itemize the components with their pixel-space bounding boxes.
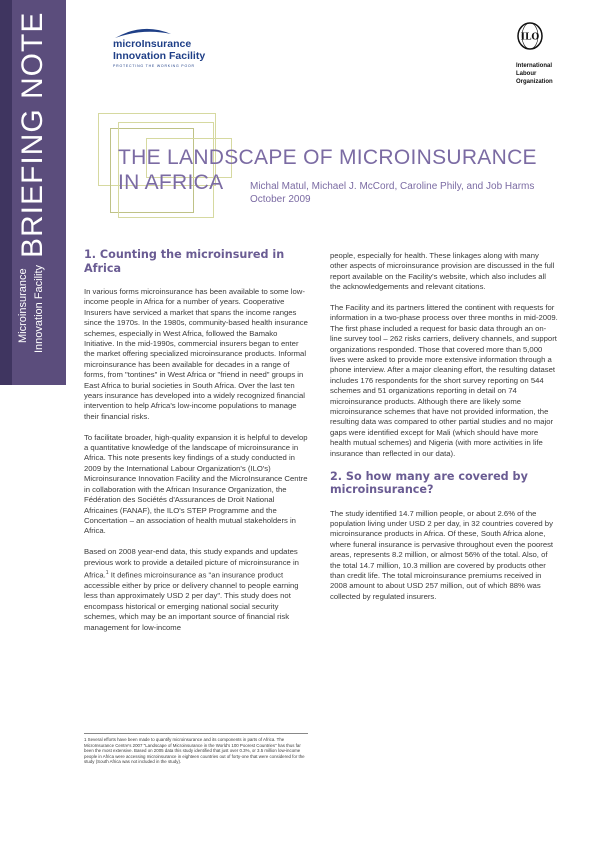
authors: Michal Matul, Michael J. McCord, Caroline Phily, and Job Harms xyxy=(250,181,535,192)
ilo-abbreviation: ILO xyxy=(520,32,540,43)
section2-paragraph: The study identified 14.7 million people, or about 2.6% of the population living under USD 2 per day, in 32 countries covered by microinsurance products in Africa. Of these, South Africa alone, where funeral insurance is pervasive throughout even the poorest areas, represents 8.2 million, or almost 56% of the total. Also, of the total 14.7 million, 10.3 million are covered by products other than credit life. The total microinsurance premiums received in 2008 amount to about USD 257 million, out of which 88% was collected by regulated insurers. xyxy=(330,508,554,601)
sidebar-org-line1: Microinsurance xyxy=(17,268,29,343)
ilo-org-name: International Labour Organization xyxy=(516,63,553,85)
mif-logo-line1: microInsurance xyxy=(113,38,192,50)
mif-logo-tagline: PROTECTING THE WORKING POOR xyxy=(113,64,195,68)
footnote-ref[interactable]: 1 xyxy=(105,569,109,576)
column-left xyxy=(84,248,308,643)
mif-logo-line2: Innovation Facility xyxy=(113,50,206,62)
ilo-logo xyxy=(512,22,572,92)
section1-paragraph: people, especially for health. These linkages along with many other aspects of microinsurance provision are discussed in the full report available on the Facility's website, which also includes all the acknowledgements and relevant citations. xyxy=(330,251,555,292)
column-right xyxy=(330,251,558,613)
section1-heading: 1. Counting the microinsured in Africa xyxy=(84,248,285,275)
sidebar-org-line2: Innovation Facility xyxy=(33,264,45,353)
sidebar-edge xyxy=(0,0,12,385)
section1-paragraph: The Facility and its partners littered the continent with requests for information in a two-phase process over three months in mid-2009. The first phase included a request for basic data through an on-line survey tool – 262 risks carriers, delivery channels, and support organizations responded. Those that covered more than 5,000 lives were asked to provide more extensive information through a phone interview. After a major cleaning effort, the resulting dataset includes 176 respondents for the short survey reporting on 544 schemes and 51 organizations reporting in detail on 74 microinsurance products. Although there are likely some microinsurance schemes that have not provided information, the resulting data was compared to other partial studies and no major gaps were identified except for Mali (which should have more health mutual schemes) and Nigeria (with more activities in life insurance than reflected in our data). xyxy=(330,303,558,458)
authors-block xyxy=(250,181,534,206)
sidebar-band xyxy=(0,0,66,385)
section2-heading: 2. So how many are covered by microinsurance? xyxy=(330,469,528,496)
page-title: THE LANDSCAPE OF MICROINSURANCE IN AFRICA xyxy=(118,146,537,194)
section1-paragraph: Based on 2008 year-end data, this study expands and updates previous work to provide a detailed picture of microinsurance in Africa.$^1$ It defines microinsurance as "an insurance product accessible either by price or delivery channel to people earning less than approximately USD 2 per day". This study does not encompass historical or emerging national social security schemes, which may be an important source of financial risk management for low-income xyxy=(84,547,299,632)
briefing-note-label: BRIEFING NOTE xyxy=(16,11,49,258)
footnote: 1 Several efforts have been made to quantify microinsurance and its components in parts of Africa. The MicroInsurance Centre's 2007 "Landscape of Microinsurance in the World's 100 Poorest Countries" has thus far been the most extensive. Based on 2005 data this study identified that just over 0.3%, or 3.5 million low-income people in Africa were accessing microinsurance in eighteen countries out of forty-one that were considered for the study (South Africa was not included in the study). xyxy=(84,733,308,765)
ilo-emblem-icon xyxy=(516,22,544,52)
publication-date: October 2009 xyxy=(250,193,311,205)
section1-paragraph: In various forms microinsurance has been available to some low-income people in Africa for a number of years. Cooperative Insurers have serviced a market that spans the income ranges since the 1970s. In the 1980s, community-based health insurance schemes, especially in West Africa, followed the Bamako Initiative. In the mid-1990s, commercial insurers began to enter the market offering specialized microinsurance products. Informal microinsurance has been available for decades in a range of forms, from "tontines" in West Africa or "friend in need" groups in East Africa to burial societies in South Africa. Over the last ten years insurance has developed into a widely recognized financial intervention to help Africa's low-income populations to manage their financial risks. xyxy=(84,287,308,421)
section1-paragraph: To facilitate broader, high-quality expansion it is helpful to develop a quantitative knowledge of the landscape of microinsurance in Africa. This note presents key findings of a study conducted in 2009 by the International Labour Organization's (ILO's) Microinsurance Innovation Facility and the MicroInsurance Centre in collaboration with the African Insurance Organization, the Fédération des Sociétés d'Assurances de Droit National Africaines (FANAF), the ILO's STEP Programme and the Concertation – an association of health mutual stakeholders in Africa. xyxy=(84,432,308,536)
mif-logo xyxy=(113,26,223,66)
